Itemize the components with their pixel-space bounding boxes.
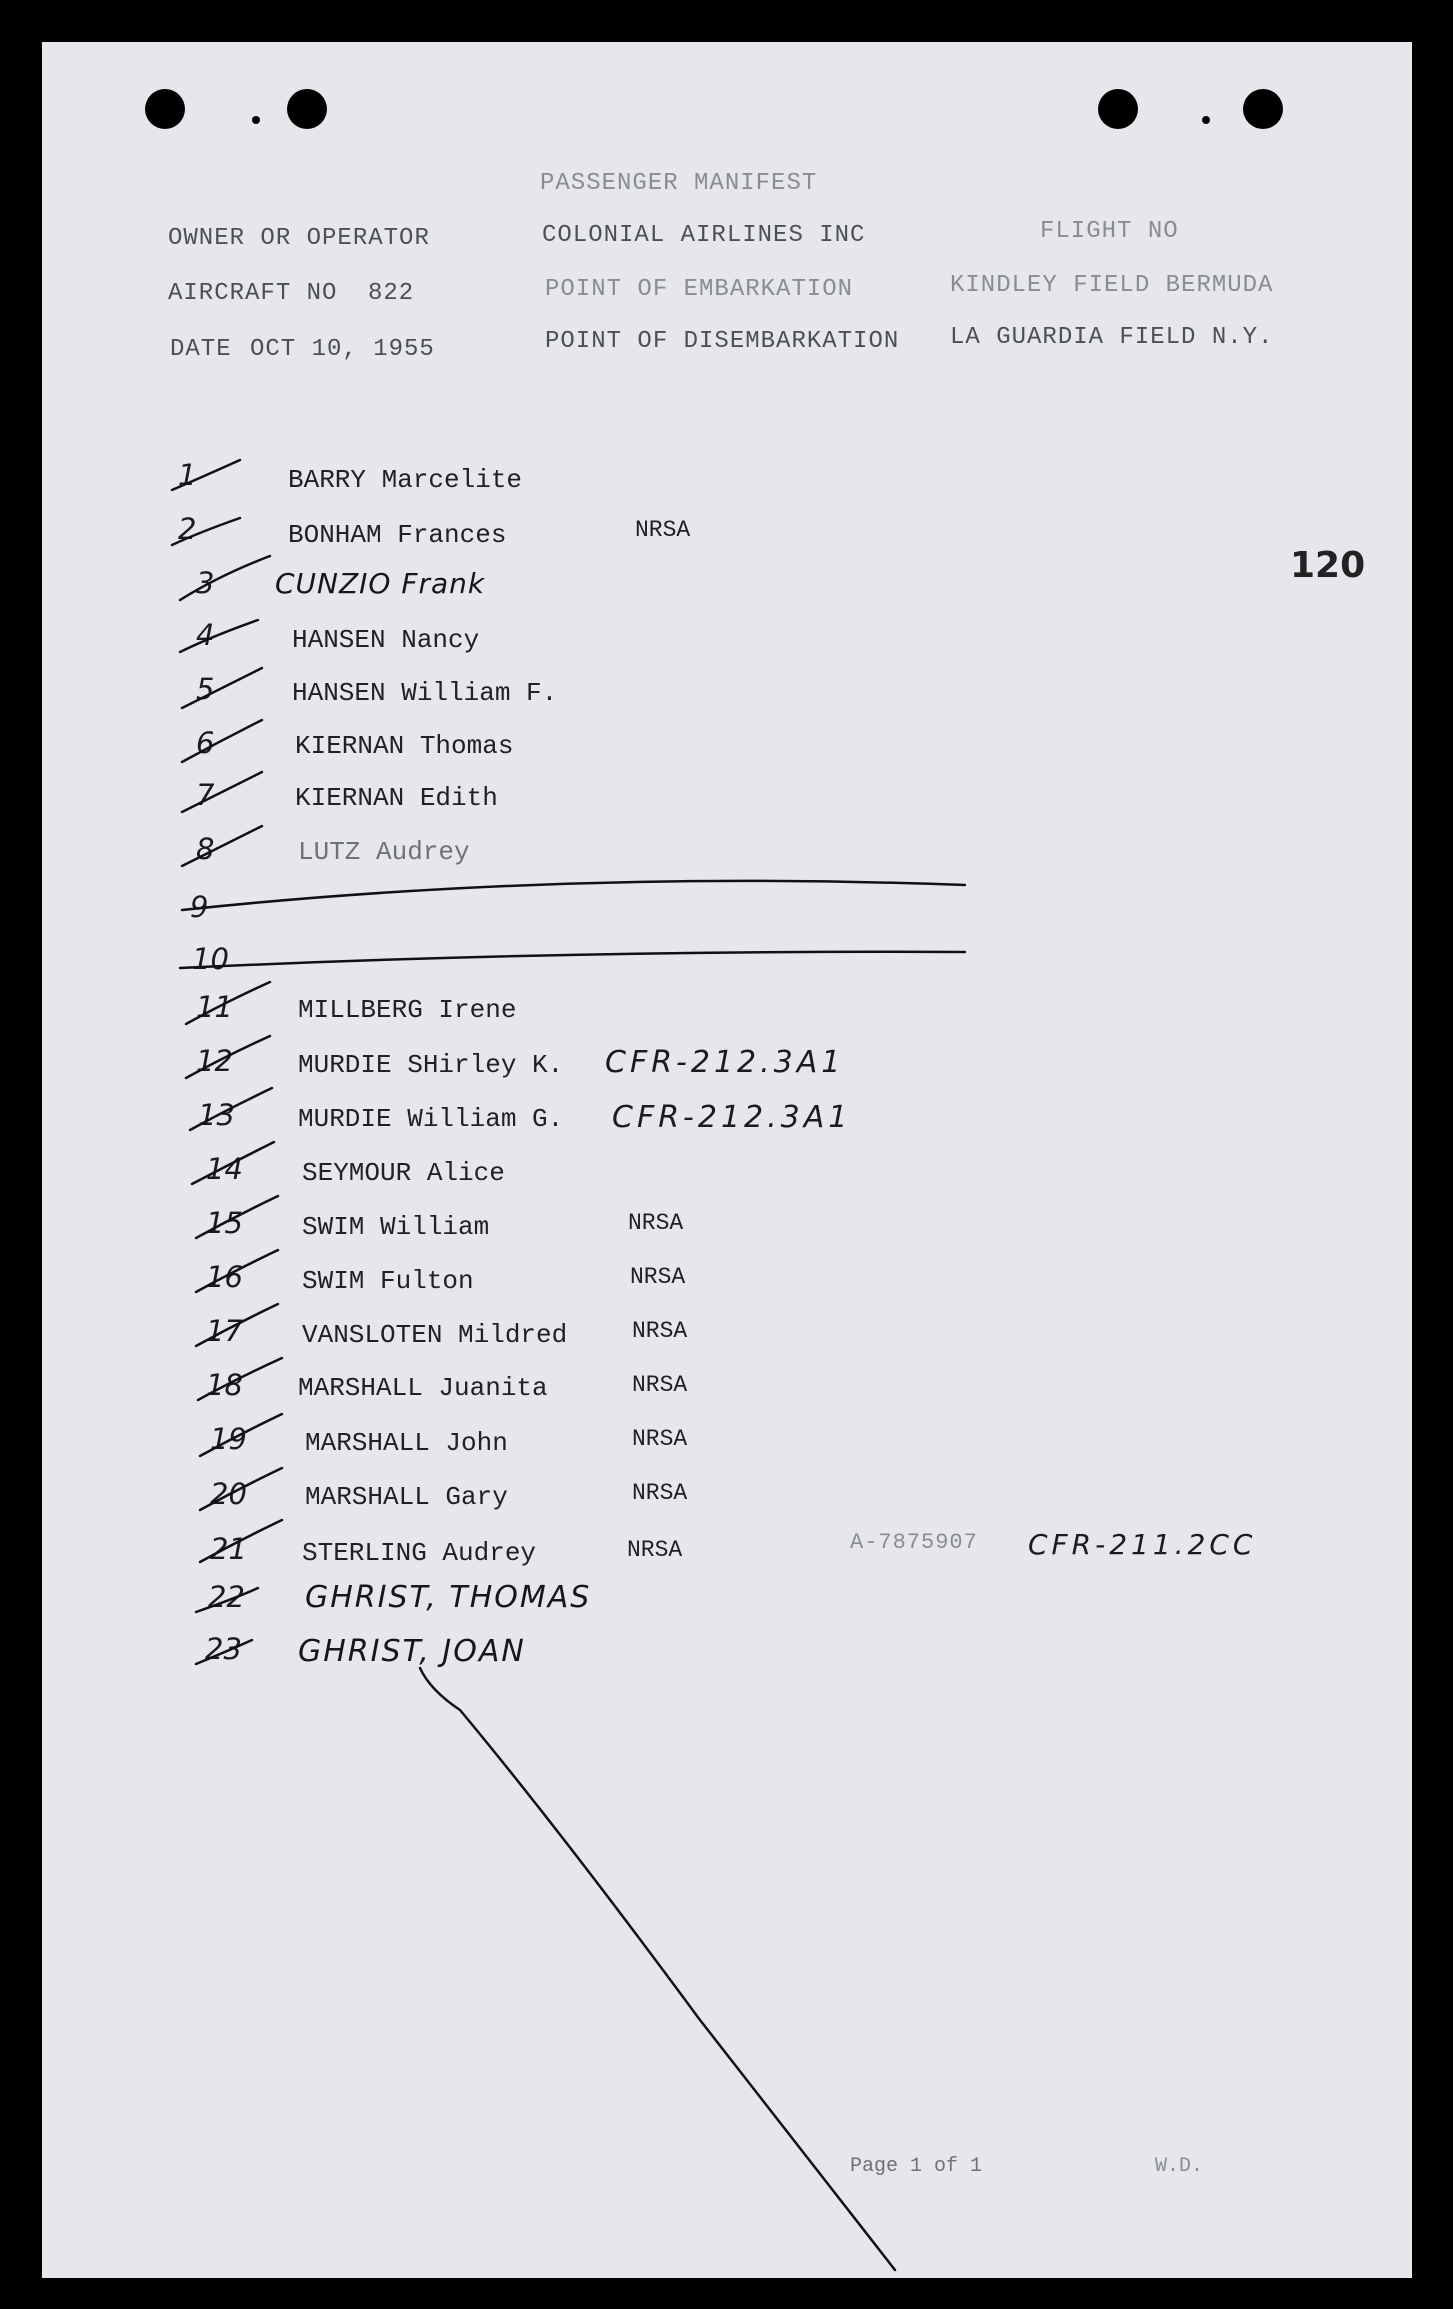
- passenger-name: LUTZ Audrey: [298, 837, 470, 867]
- strike-line: [180, 952, 965, 968]
- check-mark: [196, 1304, 278, 1346]
- strike-line: [182, 881, 965, 910]
- row-number: 3: [196, 566, 215, 600]
- cfr-annotation: CFR-212.3A1: [605, 1045, 845, 1080]
- flight-label: FLIGHT NO: [1040, 218, 1179, 245]
- embark-value: KINDLEY FIELD BERMUDA: [950, 272, 1274, 299]
- check-mark: [190, 1088, 272, 1130]
- aircraft-value: 822: [368, 280, 415, 307]
- passenger-name: MARSHALL Juanita: [298, 1373, 548, 1403]
- passenger-name: MARSHALL John: [305, 1428, 508, 1458]
- alien-number: A-7875907: [850, 1530, 978, 1555]
- row-number: 11: [196, 990, 233, 1024]
- row-number: 13: [198, 1098, 235, 1132]
- row-number: 16: [206, 1260, 243, 1294]
- check-mark: [186, 982, 270, 1024]
- date-label: DATE: [170, 336, 232, 363]
- row-number: 6: [196, 726, 215, 760]
- row-number: 10: [192, 942, 229, 976]
- nrsa-note: NRSA: [630, 1264, 686, 1290]
- passenger-name: SEYMOUR Alice: [302, 1158, 505, 1188]
- row-number: 8: [196, 832, 215, 866]
- row-number: 20: [210, 1477, 247, 1511]
- nrsa-note: NRSA: [632, 1372, 688, 1398]
- row-number: 15: [206, 1206, 243, 1240]
- check-mark: [200, 1520, 282, 1562]
- check-mark: [180, 556, 270, 600]
- disembark-label: POINT OF DISEMBARKATION: [545, 328, 900, 355]
- check-mark: [192, 1142, 274, 1184]
- passenger-name: CUNZIO Frank: [275, 567, 486, 600]
- check-mark: [180, 620, 258, 652]
- nrsa-note: NRSA: [632, 1318, 688, 1344]
- embark-label: POINT OF EMBARKATION: [545, 276, 854, 303]
- row-number: 14: [206, 1152, 243, 1186]
- check-mark: [182, 720, 262, 762]
- passenger-name: SWIM Fulton: [302, 1266, 474, 1296]
- row-number: 18: [206, 1368, 243, 1402]
- passenger-name: HANSEN William F.: [292, 678, 558, 708]
- row-number: 9: [190, 890, 209, 924]
- nrsa-note: NRSA: [632, 1480, 688, 1506]
- row-number: 19: [210, 1422, 247, 1456]
- row-number: 1: [178, 458, 197, 492]
- passenger-name: BONHAM Frances: [288, 520, 507, 550]
- page-number: 120: [1290, 545, 1366, 586]
- manifest-title: PASSENGER MANIFEST: [540, 170, 818, 197]
- cfr-annotation: CFR-212.3A1: [612, 1100, 852, 1135]
- passenger-name: SWIM William: [302, 1212, 490, 1242]
- passenger-name: KIERNAN Thomas: [295, 731, 514, 761]
- passenger-name: GHRIST, THOMAS: [305, 1580, 592, 1615]
- passenger-name: MILLBERG Irene: [298, 995, 517, 1025]
- nrsa-note: NRSA: [635, 517, 691, 543]
- passenger-name: MARSHALL Gary: [305, 1482, 508, 1512]
- passenger-name: MURDIE SHirley K.: [298, 1050, 564, 1080]
- footer-initials: W.D.: [1155, 2155, 1204, 2178]
- row-number: 22: [208, 1580, 245, 1614]
- row-number: 12: [196, 1044, 233, 1078]
- check-mark: [172, 460, 240, 490]
- passenger-name: STERLING Audrey: [302, 1538, 537, 1568]
- owner-label: OWNER OR OPERATOR: [168, 225, 430, 252]
- row-number: 2: [178, 512, 197, 546]
- check-mark: [182, 826, 262, 866]
- passenger-name: VANSLOTEN Mildred: [302, 1320, 568, 1350]
- passenger-name: BARRY Marcelite: [288, 465, 523, 495]
- check-mark: [172, 518, 240, 545]
- row-number: 21: [210, 1532, 247, 1566]
- check-mark: [196, 1250, 278, 1292]
- footer-page-indicator: Page 1 of 1: [850, 2155, 983, 2178]
- nrsa-note: NRSA: [627, 1537, 683, 1563]
- row-number: 4: [196, 618, 215, 652]
- aircraft-label: AIRCRAFT NO: [168, 280, 338, 307]
- passenger-name: KIERNAN Edith: [295, 783, 498, 813]
- date-value: OCT 10, 1955: [250, 336, 435, 363]
- check-mark: [186, 1036, 270, 1078]
- row-number: 5: [196, 672, 215, 706]
- check-mark: [200, 1468, 282, 1510]
- passenger-name: MURDIE William G.: [298, 1104, 564, 1134]
- passenger-name: GHRIST, JOAN: [298, 1634, 526, 1669]
- check-mark: [198, 1358, 282, 1400]
- row-number: 17: [206, 1314, 243, 1348]
- check-mark: [196, 1588, 258, 1612]
- disembark-value: LA GUARDIA FIELD N.Y.: [950, 324, 1274, 351]
- check-mark: [182, 668, 262, 708]
- nrsa-note: NRSA: [632, 1426, 688, 1452]
- cfr-annotation: CFR-211.2CC: [1028, 1528, 1257, 1561]
- check-mark: [200, 1414, 282, 1456]
- check-mark: [196, 1196, 278, 1238]
- nrsa-note: NRSA: [628, 1210, 684, 1236]
- bracket-line: [420, 1668, 895, 2270]
- check-mark: [196, 1640, 252, 1664]
- owner-value: COLONIAL AIRLINES INC: [542, 222, 866, 249]
- passenger-name: HANSEN Nancy: [292, 625, 480, 655]
- check-mark: [182, 772, 262, 812]
- row-number: 23: [205, 1632, 242, 1666]
- row-number: 7: [196, 778, 215, 812]
